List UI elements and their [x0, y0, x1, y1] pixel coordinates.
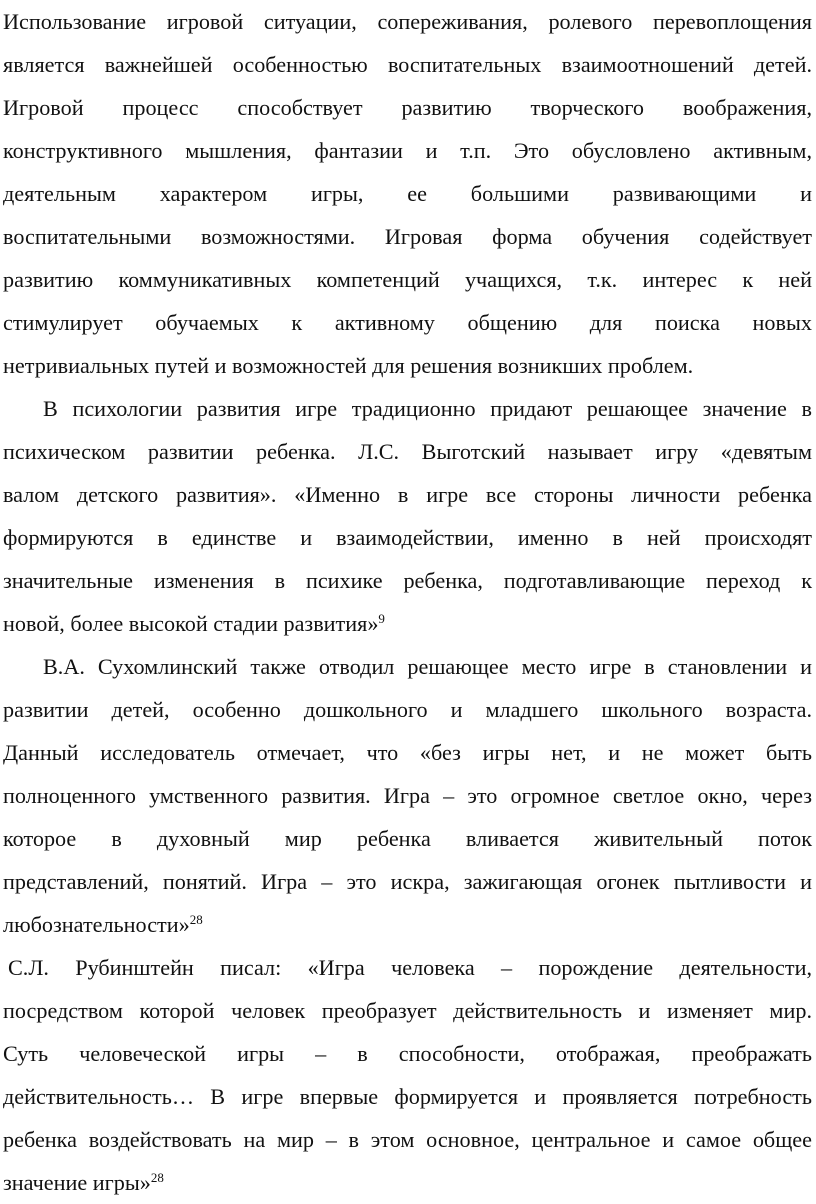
paragraph-sukhomlinsky	[3, 645, 812, 946]
text-line: стимулирует обучаемых к активному общению для поиска новых	[3, 310, 812, 335]
text-line: Игровой процесс способствует развитию творческого воображения,	[3, 95, 812, 120]
paragraph-vygotsky	[3, 387, 812, 645]
text-line: полноценного умственного развития. Игра – это огромное светлое окно, через	[3, 783, 812, 808]
text-line: развитию коммуникативных компетенций учащихся, т.к. интерес к ней	[3, 267, 812, 292]
text-line: В.А. Сухомлинский также отводил решающее место игре в становлении и	[43, 654, 812, 679]
paragraph-game-situation	[3, 0, 812, 387]
text-line: является важнейшей особенностью воспитательных взаимоотношений детей.	[3, 52, 812, 77]
text-line: С.Л. Рубинштейн писал: «Игра человека – порождение деятельности,	[8, 955, 812, 980]
text-line: В психологии развития игре традиционно придают решающее значение в	[43, 396, 812, 421]
footnote-marker: 9	[378, 611, 385, 626]
footnote-marker: 28	[189, 912, 203, 927]
text-line: развитии детей, особенно дошкольного и младшего школьного возраста.	[3, 697, 812, 722]
footnote-marker: 28	[150, 1170, 164, 1185]
text-line-with-footnote	[3, 1161, 812, 1204]
text-line: Суть человеческой игры – в способности, отображая, преображать	[3, 1041, 812, 1066]
text-line: нетривиальных путей и возможностей для решения возникших проблем.	[3, 353, 694, 378]
text-line: значительные изменения в психике ребенка, подготавливающие переход к	[3, 568, 812, 593]
text-line-with-footnote	[3, 602, 812, 645]
text-line: деятельным характером игры, ее большими развивающими и	[3, 181, 812, 206]
text-line: воспитательными возможностями. Игровая форма обучения содействует	[3, 224, 812, 249]
text-line: психическом развитии ребенка. Л.С. Выготский называет игру «девятым	[3, 439, 812, 464]
text-line: новой, более высокой стадии развития»	[3, 611, 379, 636]
text-line: Данный исследователь отмечает, что «без игры нет, и не может быть	[3, 740, 812, 765]
text-line: ребенка воздействовать на мир – в этом основное, центральное и самое общее	[3, 1127, 812, 1152]
text-line: посредством которой человек преобразует действительность и изменяет мир.	[3, 998, 812, 1023]
text-line-with-footnote	[3, 903, 812, 946]
text-line: представлений, понятий. Игра – это искра, зажигающая огонек пытливости и	[3, 869, 812, 894]
text-line: валом детского развития». «Именно в игре все стороны личности ребенка	[3, 482, 812, 507]
text-line: формируются в единстве и взаимодействии, именно в ней происходят	[3, 525, 812, 550]
text-line: Использование игровой ситуации, сопереживания, ролевого перевоплощения	[3, 9, 812, 34]
text-line: действительность… В игре впервые формируется и проявляется потребность	[3, 1084, 812, 1109]
text-line: значение игры»	[3, 1170, 151, 1195]
text-line: любознательности»	[3, 912, 190, 937]
paragraph-rubinstein	[3, 946, 812, 1204]
text-line: конструктивного мышления, фантазии и т.п. Это обусловлено активным,	[3, 138, 812, 163]
text-line: которое в духовный мир ребенка вливается живительный поток	[3, 826, 812, 851]
